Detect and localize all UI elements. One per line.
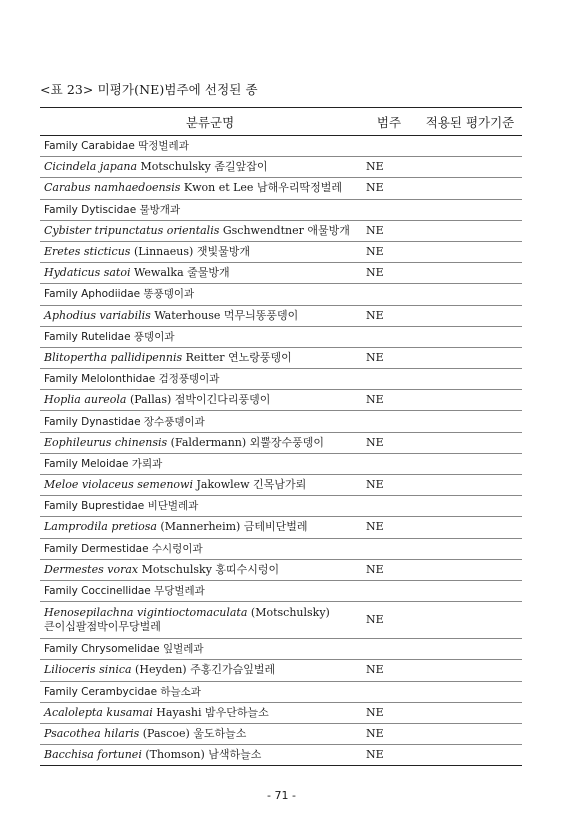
criteria-value [418,390,522,411]
species-row [40,432,522,453]
author-common-name: Kwon et Lee 남해우리딱정벌레 [180,181,342,195]
author-common-name: Wewalka 줄물방개 [130,266,230,280]
species-name-cell [40,559,360,580]
header-taxon-name: 분류군명 [40,108,360,136]
family-criteria-cell [418,369,522,390]
species-row [40,602,522,639]
species-name-cell [40,241,360,262]
family-category-cell [360,453,418,474]
species-row [40,559,522,580]
species-row [40,517,522,538]
family-name: Family Chrysomelidae 잎벌레과 [40,639,360,660]
species-row [40,305,522,326]
category-value: NE [360,347,418,368]
species-name-cell [40,157,360,178]
author-common-name: (Motschulsky) [247,606,330,620]
family-row [40,453,522,474]
scientific-name: Cicindela japana [44,160,138,174]
family-row [40,284,522,305]
family-row [40,496,522,517]
species-row [40,347,522,368]
family-category-cell [360,639,418,660]
scientific-name: Psacothea hilaris [44,726,140,740]
family-name: Family Melolonthidae 검정풍뎅이과 [40,369,360,390]
category-value: NE [360,602,418,639]
author-common-name: Jakowlew 긴목남가뢰 [192,478,307,492]
family-name: Family Dermestidae 수시렁이과 [40,538,360,559]
scientific-name: Lamprodila pretiosa [44,520,157,534]
category-value: NE [360,517,418,538]
species-name-cell [40,305,360,326]
species-name-cell [40,390,360,411]
scientific-name: Henosepilachna vigintioctomaculata [44,606,248,620]
author-common-name: Motschulsky 좀길앞잡이 [137,160,268,174]
family-criteria-cell [418,411,522,432]
species-name-cell [40,475,360,496]
header-criteria: 적용된 평가기준 [418,108,522,136]
criteria-value [418,723,522,744]
scientific-name: Acalolepta kusamai [44,705,153,719]
family-row [40,411,522,432]
category-value: NE [360,559,418,580]
family-name: Family Dytiscidae 물방개과 [40,199,360,220]
author-common-name: (Linnaeus) 잿빛물방개 [130,245,250,259]
family-criteria-cell [418,681,522,702]
criteria-value [418,559,522,580]
criteria-value [418,432,522,453]
family-name: Family Coccinellidae 무당벌레과 [40,580,360,601]
criteria-value [418,745,522,766]
family-name: Family Aphodiidae 똥풍뎅이과 [40,284,360,305]
criteria-value [418,702,522,723]
species-row [40,263,522,284]
family-name: Family Meloidae 가뢰과 [40,453,360,474]
author-common-name: (Thomson) 남색하늘소 [141,748,262,762]
criteria-value [418,178,522,199]
family-category-cell [360,681,418,702]
species-name-cell [40,702,360,723]
author-common-name: (Pallas) 점박이긴다리풍뎅이 [126,393,271,407]
family-name: Family Rutelidae 풍뎅이과 [40,326,360,347]
category-value: NE [360,745,418,766]
criteria-value [418,157,522,178]
species-name-cell [40,432,360,453]
species-name-cell [40,745,360,766]
family-criteria-cell [418,284,522,305]
scientific-name: Hoplia aureola [44,393,127,407]
header-category: 범주 [360,108,418,136]
author-common-name: Waterhouse 먹무늬똥풍뎅이 [150,308,299,322]
table-caption: <표 23> 미평가(NE)범주에 선정된 종 [40,82,258,97]
scientific-name: Eretes sticticus [44,245,131,259]
category-value: NE [360,157,418,178]
scientific-name: Aphodius variabilis [44,308,151,322]
species-row [40,241,522,262]
family-criteria-cell [418,199,522,220]
author-common-name: (Pascoe) 울도하늘소 [139,726,247,740]
criteria-value [418,602,522,639]
family-criteria-cell [418,453,522,474]
author-common-name: (Heyden) 주홍긴가슴잎벌레 [131,663,276,677]
criteria-value [418,475,522,496]
criteria-value [418,305,522,326]
species-name-cell [40,178,360,199]
species-row [40,178,522,199]
family-row [40,639,522,660]
family-category-cell [360,496,418,517]
family-criteria-cell [418,496,522,517]
scientific-name: Hydaticus satoi [44,266,131,280]
criteria-value [418,263,522,284]
category-value: NE [360,241,418,262]
scientific-name: Dermestes vorax [44,562,139,576]
ne-species-table [40,107,522,766]
scientific-name: Cybister tripunctatus orientalis [44,223,220,237]
species-row [40,723,522,744]
author-common-name: Hayashi 밤우단하늘소 [152,705,269,719]
scientific-name: Eophileurus chinensis [44,435,168,449]
species-name-cell [40,220,360,241]
category-value: NE [360,475,418,496]
criteria-value [418,347,522,368]
table-body [40,136,522,766]
family-row [40,681,522,702]
author-common-name: Gschwendtner 애물방개 [219,223,350,237]
family-category-cell [360,284,418,305]
family-row [40,326,522,347]
species-name-cell [40,347,360,368]
scientific-name: Meloe violaceus semenowi [44,478,193,492]
scientific-name: Lilioceris sinica [44,663,132,677]
family-category-cell [360,538,418,559]
family-row [40,199,522,220]
species-name-cell [40,660,360,681]
species-row [40,702,522,723]
species-row [40,157,522,178]
family-name: Family Dynastidae 장수풍뎅이과 [40,411,360,432]
table-header-row [40,108,522,136]
family-criteria-cell [418,136,522,157]
family-category-cell [360,369,418,390]
species-row [40,475,522,496]
criteria-value [418,220,522,241]
family-name: Family Cerambycidae 하늘소과 [40,681,360,702]
species-row [40,390,522,411]
family-row [40,136,522,157]
category-value: NE [360,220,418,241]
family-row [40,369,522,390]
author-common-name: Reitter 연노랑풍뎅이 [182,350,292,364]
criteria-value [418,241,522,262]
species-name-cell [40,263,360,284]
category-value: NE [360,305,418,326]
author-common-name: (Faldermann) 외뿔장수풍뎅이 [167,435,325,449]
author-common-name: Motschulsky 홍띠수시렁이 [138,562,280,576]
criteria-value [418,660,522,681]
family-row [40,580,522,601]
scientific-name: Carabus namhaedoensis [44,181,181,195]
species-name-cell [40,723,360,744]
family-name: Family Buprestidae 비단벌레과 [40,496,360,517]
category-value: NE [360,723,418,744]
family-category-cell [360,580,418,601]
family-criteria-cell [418,580,522,601]
common-name-line2: 큰이십팔점박이무당벌레 [44,620,161,634]
category-value: NE [360,390,418,411]
category-value: NE [360,178,418,199]
family-criteria-cell [418,538,522,559]
family-criteria-cell [418,639,522,660]
species-row [40,745,522,766]
family-category-cell [360,326,418,347]
species-row [40,220,522,241]
family-category-cell [360,136,418,157]
species-row [40,660,522,681]
page-number: - 71 - [267,789,296,802]
family-category-cell [360,411,418,432]
scientific-name: Bacchisa fortunei [44,748,142,762]
family-category-cell [360,199,418,220]
family-criteria-cell [418,326,522,347]
family-row [40,538,522,559]
species-name-cell [40,517,360,538]
criteria-value [418,517,522,538]
family-name: Family Carabidae 딱정벌레과 [40,136,360,157]
author-common-name: (Mannerheim) 금테비단벌레 [156,520,308,534]
scientific-name: Blitopertha pallidipennis [44,350,183,364]
species-name-cell [40,602,360,639]
category-value: NE [360,660,418,681]
category-value: NE [360,432,418,453]
category-value: NE [360,263,418,284]
category-value: NE [360,702,418,723]
